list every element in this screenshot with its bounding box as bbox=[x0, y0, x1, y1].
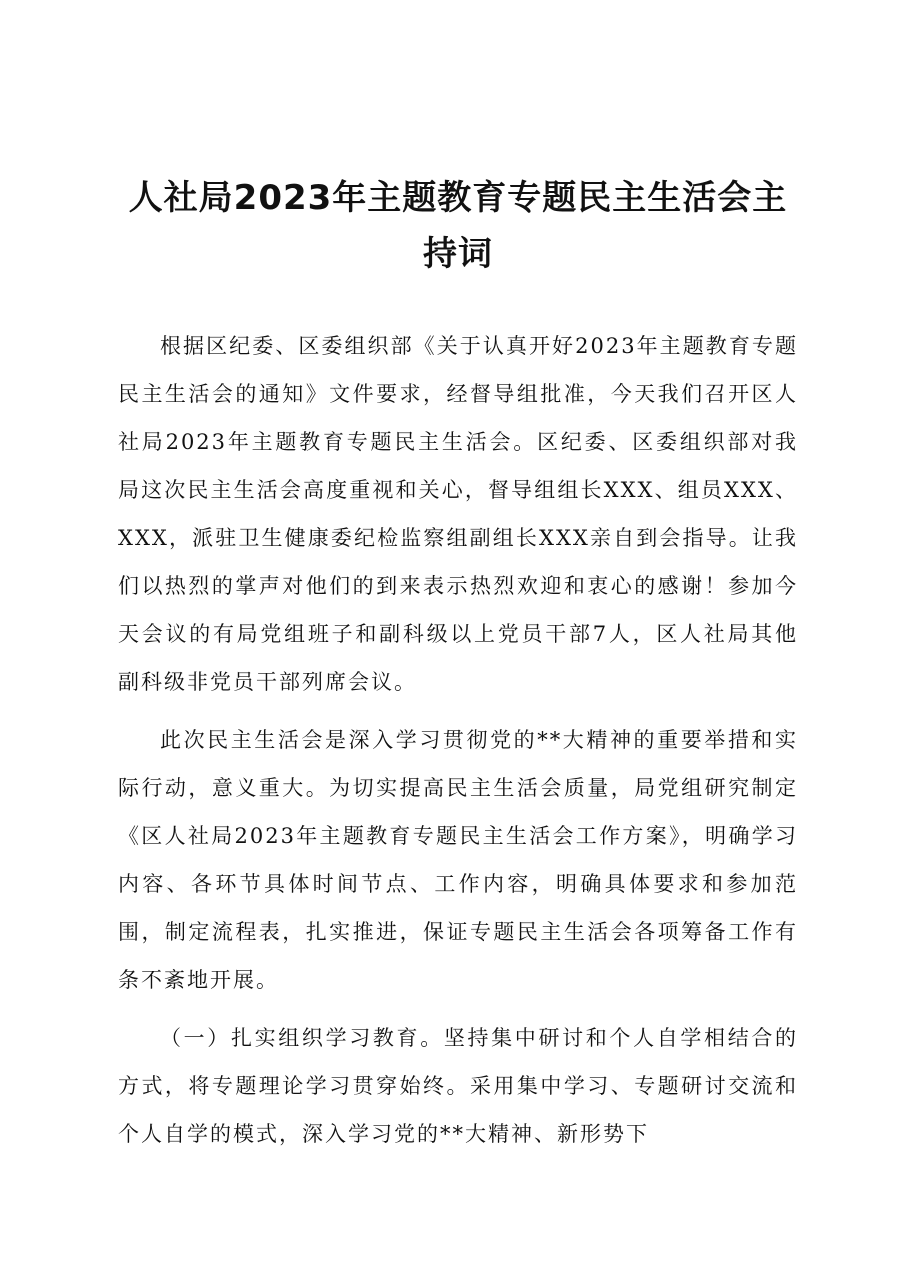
paragraph-2: 此次民主生活会是深入学习贯彻党的**大精神的重要举措和实际行动，意义重大。为切实提高民主生活会质量，局党组研究制定《区人社局2023年主题教育专题民主生活会工作方案》，明确学习内容、各环节具体时间节点、工作内容，明确具体要求和参加范围，制定流程表，扎实推进，保证专题民主生活会各项筹备工作有条不紊地开展。 bbox=[118, 728, 798, 992]
document-title: 人社局2023年主题教育专题民主生活会主持词 bbox=[128, 178, 788, 274]
paragraph-3: （一）扎实组织学习教育。坚持集中研讨和个人自学相结合的方式，将专题理论学习贯穿始终。采用集中学习、专题研讨交流和个人自学的模式，深入学习党的**大精神、新形势下 bbox=[118, 1026, 798, 1146]
document-body bbox=[118, 322, 798, 1168]
paragraph-1: 根据区纪委、区委组织部《关于认真开好2023年主题教育专题民主生活会的通知》文件要求，经督导组批准，今天我们召开区人社局2023年主题教育专题民主生活会。区纪委、区委组织部对我局这次民主生活会高度重视和关心，督导组组长XXX、组员XXX、XXX，派驻卫生健康委纪检监察组副组长XXX亲自到会指导。让我们以热烈的掌声对他们的到来表示热烈欢迎和衷心的感谢！参加今天会议的有局党组班子和副科级以上党员干部7人，区人社局其他副科级非党员干部列席会议。 bbox=[118, 334, 798, 694]
